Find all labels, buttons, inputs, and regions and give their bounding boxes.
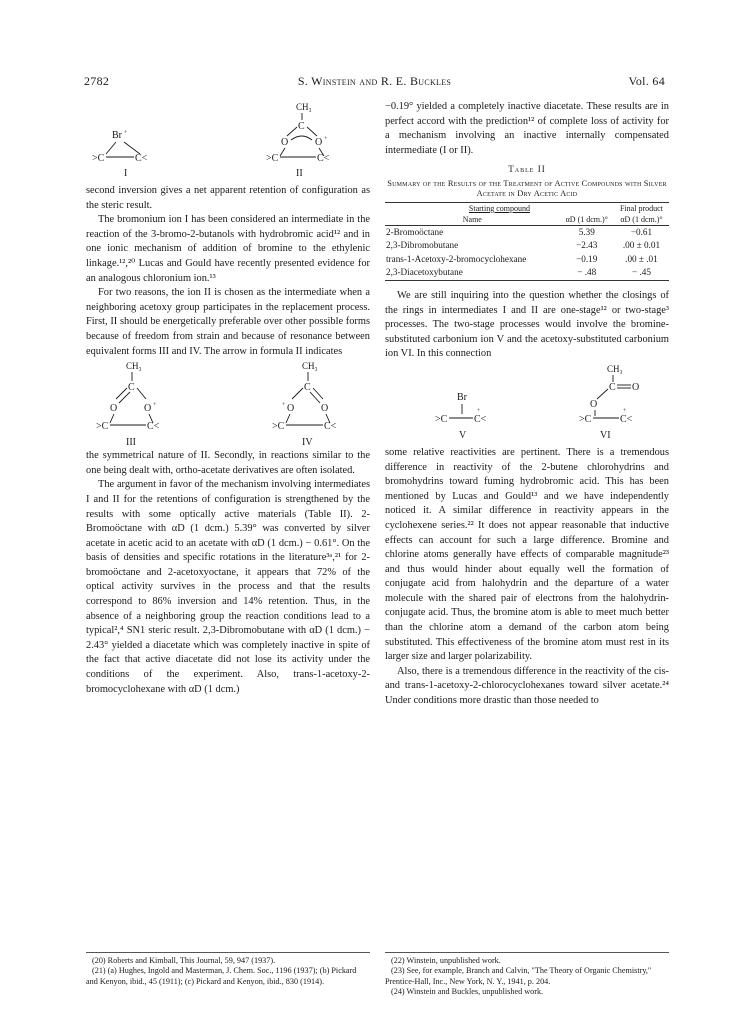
footnote: (20) Roberts and Kimball, This Journal, 59, 947 (1937). — [92, 956, 276, 965]
structure-i — [92, 130, 148, 179]
svg-text:CH₃: CH₃ — [296, 102, 312, 112]
svg-text:>C: >C — [579, 413, 592, 425]
table-cell: −0.61 — [630, 226, 653, 237]
table-cell: 2,3-Diacetoxybutane — [385, 266, 560, 280]
svg-text:III: III — [126, 437, 136, 449]
svg-text:+: + — [623, 407, 627, 414]
paragraph: The argument in favor of the mechanism involving intermediates I and II for the retentions of configuration is strengthened by the results with some optically active materials (Table II). 2-Bromoöctane with αD (1 dcm.) 5.39° was converted by silver acetate in acetic acid to an acetate with αD (1 dcm.) − 0.61°. On the basis of densities and specific rotations in the literature³ᵃ,²¹ for 2-bromoöctane and 2-acetoxyoctane, it appears that 72% of the optical activity survives in the process and that the results correspond to 86% inversion and 14% retention. Thus, in the absence of a neighboring group the reaction conditions lead to a typical²,⁴ SN1 steric result. 2,3-Dibromobutane with αD (1 dcm.) − 2.43° yielded a diacetate which was completely inactive in spite of the fact that active diacetate did not lose its activity under the conditions of the experiment. Also, trans-1-acetoxy-2-bromocyclohexane with αD (1 dcm.) — [86, 479, 370, 695]
svg-text:O: O — [315, 137, 323, 148]
paragraph: some relative reactivities are pertinent. There is a tremendous difference in reactivity of the 2-butene chlorohydrins and bromohydrins toward fuming hydrobromic acid. This has been mentioned by Lucas and Gould¹³ and we have independently noticed it. A similar difference in reactivity appears in the cyclohexene series.²² It does not appear reasonable that inductive effects can account for such a large difference. Bromine and chlorine atoms generally have effects of comparable magnitude²³ and thus would hinder about equally well the formation of conjugate acid from halohydrin and the departure of a water molecule with the shared pair of electrons from the halohydrin-conjugate acid. Thus, the bromine atom is able to meet much better than the chlorine atom a demand of the carbon atom being substituted. This effectiveness of the bromine atom must rest in its larger size and larger polarizability. — [385, 446, 669, 663]
footnote: (23) See, for example, Branch and Calvin, "The Theory of Organic Chemistry," Prentice-Hall, Inc., New York, N. Y., 1941, p. 204. — [385, 966, 652, 986]
svg-text:IV: IV — [302, 437, 313, 449]
column-header: Final product — [614, 202, 669, 214]
svg-text:C<: C< — [135, 153, 148, 164]
table-cell: −2.43 — [576, 240, 598, 251]
svg-text:C: C — [609, 381, 616, 393]
structures-iii-iv — [86, 359, 370, 449]
right-column — [385, 100, 669, 709]
svg-text:+: + — [324, 136, 328, 142]
results-table — [385, 202, 669, 281]
footnotes-left — [86, 952, 370, 987]
svg-text:C: C — [298, 121, 305, 132]
structures-v-vi — [385, 362, 669, 446]
table-row — [385, 225, 669, 239]
table-cell: −0.19 — [576, 253, 598, 264]
svg-text:+: + — [282, 402, 286, 409]
svg-text:CH₃: CH₃ — [302, 361, 318, 372]
svg-text:V: V — [459, 429, 467, 441]
svg-text:>C: >C — [435, 413, 448, 425]
footnote: (22) Winstein, unpublished work. — [391, 956, 501, 965]
footnote: (24) Winstein and Buckles, unpublished work. — [391, 987, 544, 997]
table-cell: .00 ± 0.01 — [622, 240, 661, 251]
table-row — [385, 239, 669, 253]
structure-vi — [579, 364, 639, 441]
paragraph: Also, there is a tremendous difference in the reactivity of the cis- and trans-1-acetoxy-2-chlorocyclohexanes toward silver acetate.²⁴ Under conditions more drastic than those needed to — [385, 665, 669, 707]
svg-text:C<: C< — [474, 413, 487, 425]
footnote: (21) (a) Hughes, Ingold and Masterman, J. Chem. Soc., 1196 (1937); (b) Pickard and Kenyon, ibid., 45 (1911); (c) Pickard and Kenyon, ibid., 830 (1914). — [86, 966, 357, 986]
structures-i-ii — [86, 100, 370, 184]
svg-text:O: O — [590, 398, 598, 410]
column-header: αD (1 dcm.)° — [560, 214, 614, 226]
footnotes-right — [385, 952, 669, 998]
svg-text:C<: C< — [147, 421, 160, 433]
svg-text:O: O — [321, 403, 329, 415]
page-number: 2782 — [84, 74, 110, 88]
paragraph: second inversion gives a net apparent retention of configuration as the steric result. — [86, 185, 370, 211]
table-row — [385, 266, 669, 280]
svg-text:O: O — [144, 403, 152, 415]
svg-text:C: C — [304, 382, 311, 394]
svg-text:Br: Br — [457, 391, 467, 403]
table-cell: − .48 — [560, 266, 614, 280]
svg-text:O: O — [632, 381, 640, 393]
svg-text:O: O — [287, 403, 295, 415]
paragraph: −0.19° yielded a completely inactive diacetate. These results are in perfect accord with the prediction¹² of complete loss of activity for a mechanism involving an inactive internally compensated intermediate (I or II). — [385, 101, 669, 156]
table-cell: 2,3-Dibromobutane — [386, 240, 459, 251]
svg-text:C<: C< — [324, 421, 337, 433]
paragraph: The bromonium ion I has been considered an intermediate in the reaction of the 3-bromo-2-butanols with hydrobromic acid¹² and in one ionic mechanism of addition of bromine to the ethylenic linkage.¹²,²⁰ Lucas and Gould have recently presented evidence for an analogous chloronium ion.¹³ — [86, 214, 370, 284]
svg-text:>C: >C — [92, 153, 105, 164]
paragraph: the symmetrical nature of II. Secondly, in reactions similar to the one being dealt with, ortho-acetate derivatives are often isolated. — [86, 450, 370, 476]
svg-text:>C: >C — [96, 421, 109, 433]
svg-text:CH₃: CH₃ — [126, 361, 142, 372]
svg-text:O: O — [281, 137, 289, 148]
table-cell: 2-Bromoöctane — [386, 226, 444, 237]
svg-text:O: O — [110, 403, 118, 415]
table-row — [385, 253, 669, 267]
paragraph: For two reasons, the ion II is chosen as the intermediate when a neighboring acetoxy group participates in the replacement process. First, II should be energetically preferable over other possible forms because of freedom from strain and because of resonance between equivalent forms III and IV. The arrow in formula II indicates — [86, 287, 370, 357]
column-header: Name — [385, 214, 560, 226]
table-caption: Summary of the Results of the Treatment of Active Compounds with Silver Acetate in Dry Acetic Acid — [387, 178, 667, 199]
svg-text:C: C — [128, 382, 135, 394]
svg-text:Br: Br — [112, 130, 122, 141]
running-title: S. Winstein and R. E. Buckles — [297, 74, 452, 88]
svg-text:C<: C< — [620, 413, 633, 425]
svg-text:+: + — [153, 402, 157, 409]
structure-ii — [266, 102, 330, 179]
svg-text:C<: C< — [317, 153, 330, 164]
paragraph: We are still inquiring into the question whether the closings of the rings in intermediates I and II are one-stage¹² or two-stage³ processes. The two-stage processes would involve the bromine-substituted carbonium ion V and the acetoxy-substituted carbonium ion VI. In this connection — [385, 289, 669, 360]
svg-text:+: + — [477, 407, 481, 414]
column-group-header: Starting compound — [385, 202, 614, 214]
table-cell: 5.39 — [578, 226, 595, 237]
left-column — [86, 100, 370, 697]
svg-text:II: II — [296, 168, 303, 179]
table-title: Table II — [508, 164, 546, 175]
table-cell: .00 ± .01 — [625, 253, 658, 264]
table-cell: trans-1-Acetoxy-2-bromocyclohexane — [386, 253, 527, 264]
volume-label: Vol. 64 — [628, 74, 665, 88]
structure-iv — [272, 361, 337, 448]
svg-text:VI: VI — [600, 429, 611, 441]
table-cell: − .45 — [614, 266, 669, 280]
structure-iii — [96, 361, 160, 448]
svg-text:CH₃: CH₃ — [607, 363, 623, 374]
svg-text:I: I — [124, 168, 128, 179]
column-header: αD (1 dcm.)° — [614, 214, 669, 226]
structure-v — [435, 392, 487, 441]
svg-text:>C: >C — [266, 153, 279, 164]
svg-text:+: + — [124, 130, 128, 136]
svg-text:>C: >C — [272, 421, 285, 433]
